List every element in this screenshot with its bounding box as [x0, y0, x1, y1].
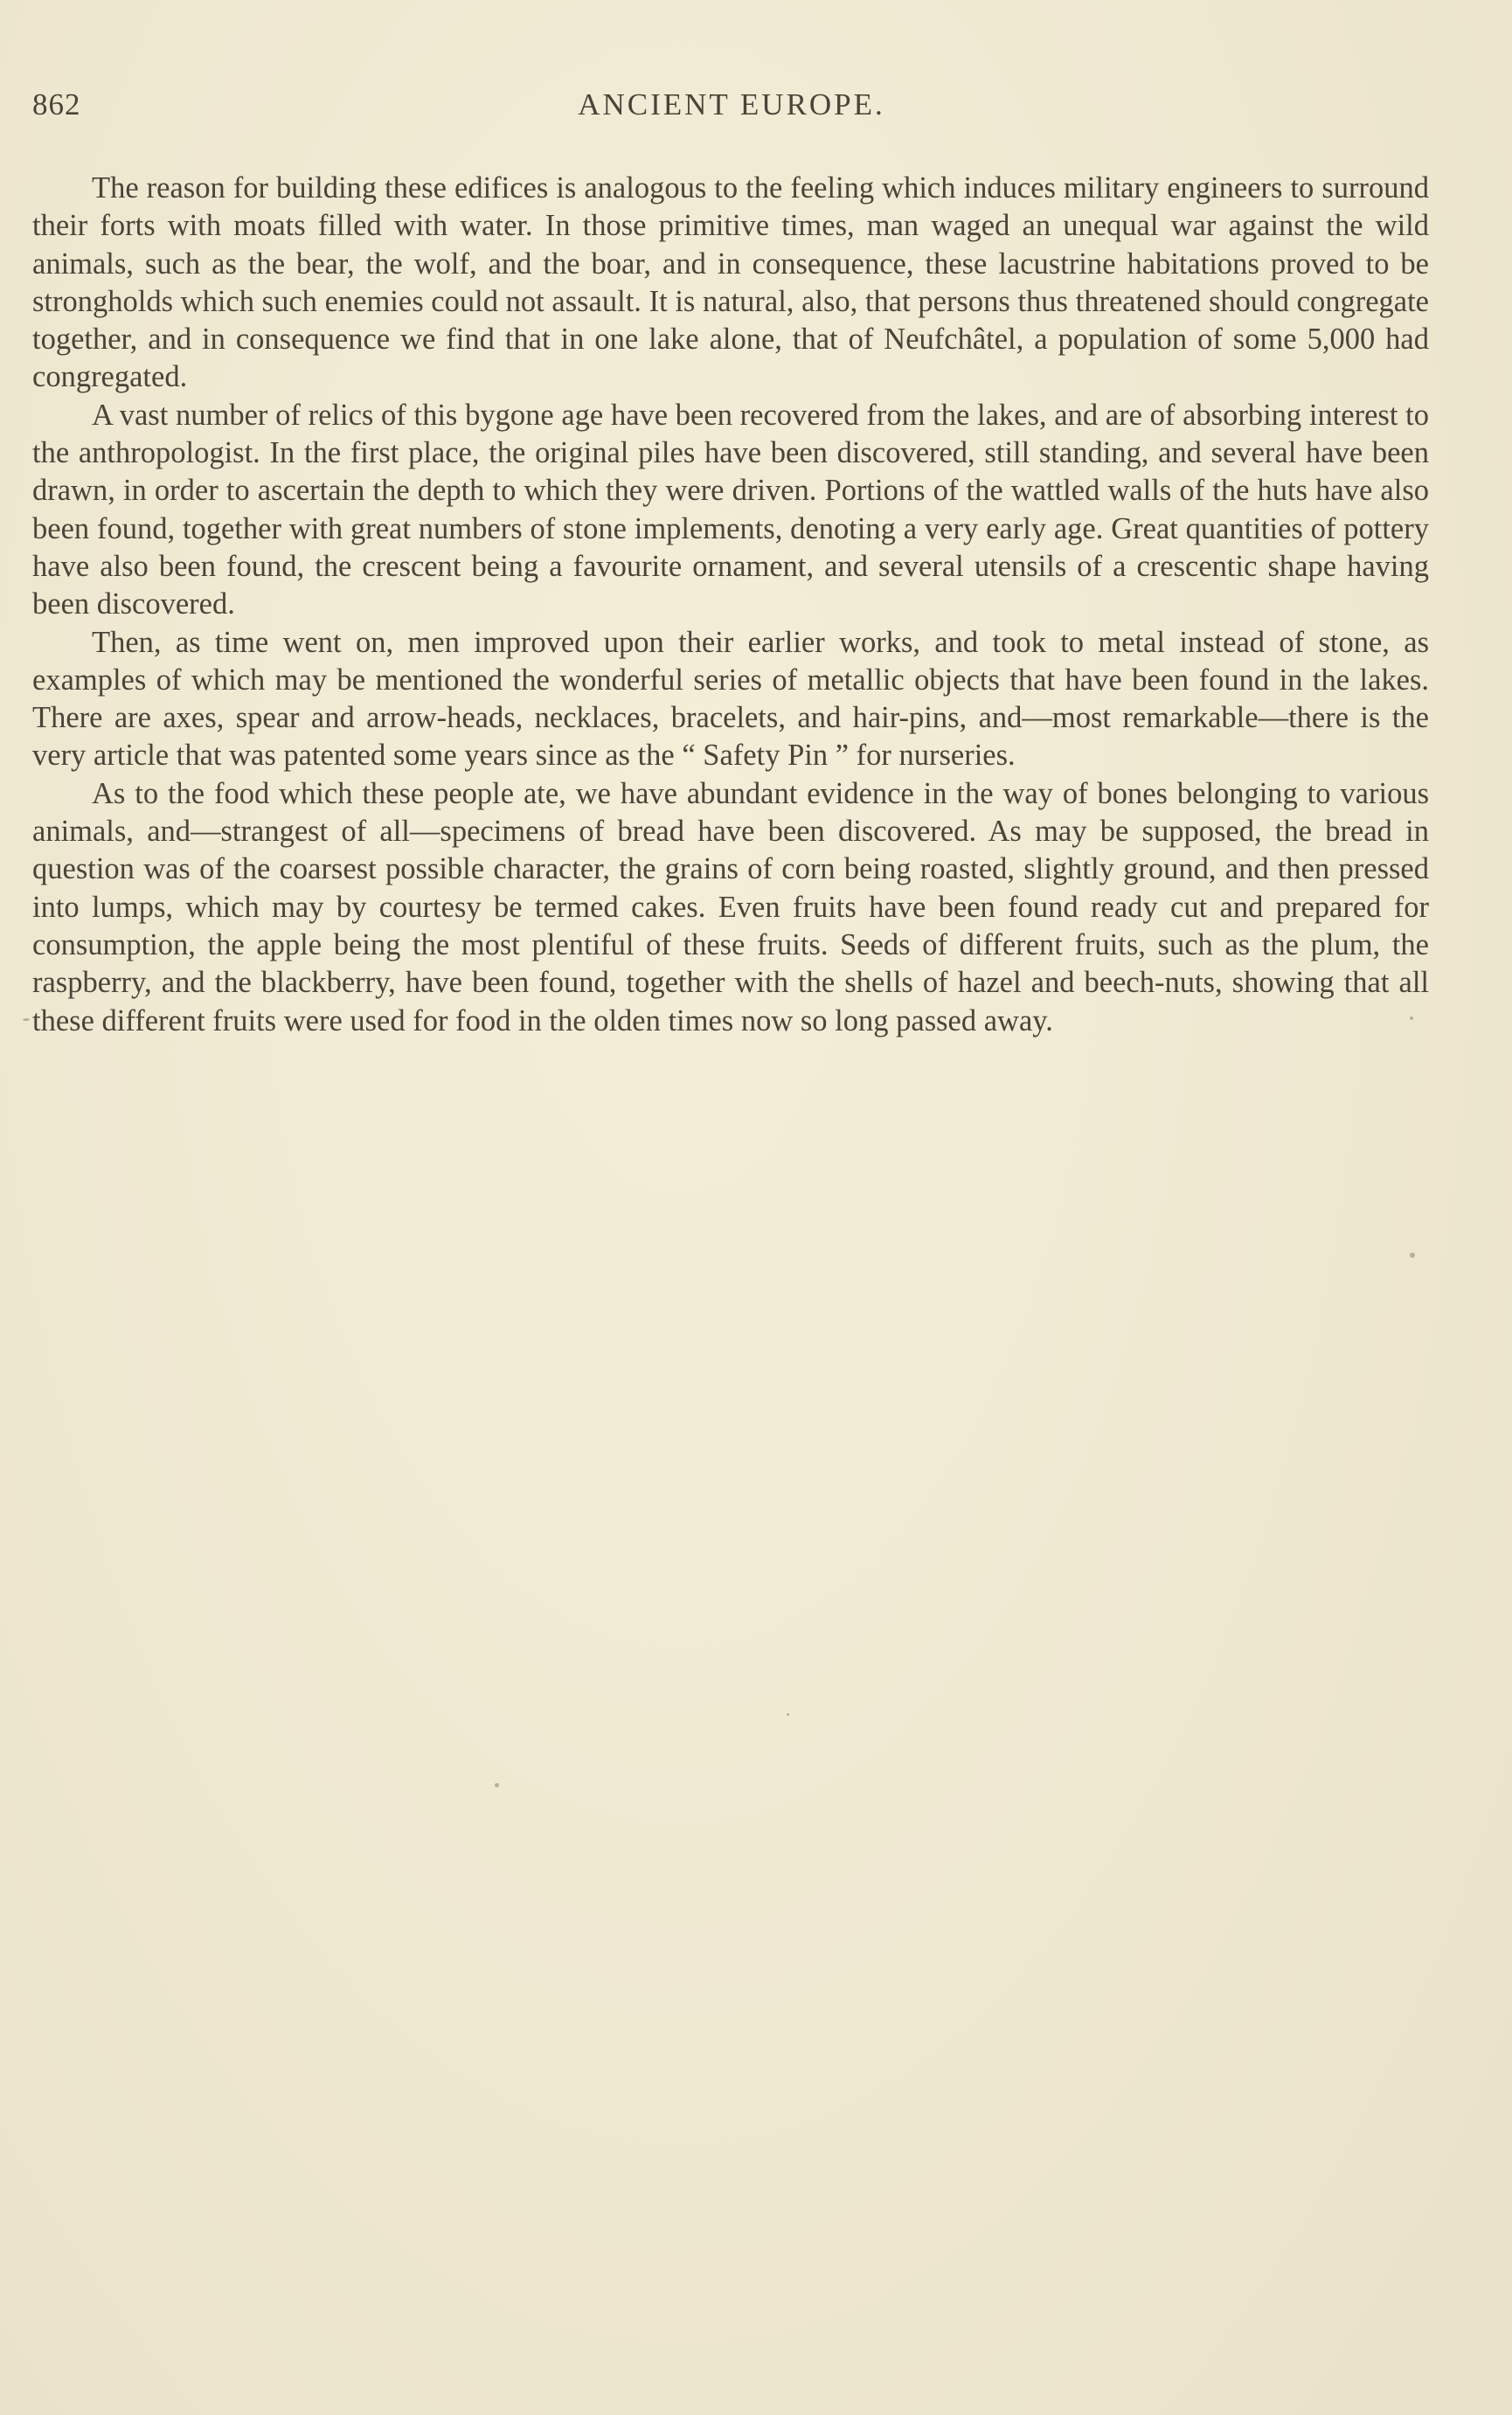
paper-speck — [495, 1783, 499, 1787]
paper-speck — [23, 1018, 30, 1021]
paper-speck — [787, 1713, 789, 1716]
paragraph-1: The reason for building these edifices is analogous to the feeling which induces military engineers to surround their forts with moats filled with water. In those primitive times, man waged an unequal war against the wild animals, such as the bear, the wolf, and the boar, and in consequence, these lacustrine habitations proved to be strongholds which such enemies could not assault. It is natural, also, that persons thus threatened should congregate together, and in consequence we find that in one lake alone, that of Neufchâtel, a population of some 5,000 had congregated. — [32, 171, 1429, 394]
running-head — [32, 87, 1431, 133]
paragraph-2: A vast number of relics of this bygone age have been recovered from the lakes, and are of absorbing interest to the anthropologist. In the first place, the original piles have been discovered, still standing, and several have been drawn, in order to ascertain the depth to which they were driven. Portions of the wattled walls of the huts have also been found, together with great numbers of stone implements, denoting a very early age. Great quantities of pottery have also been found, the crescent being a favourite ornament, and several utensils of a crescentic shape having been discovered. — [32, 398, 1429, 621]
running-title: ANCIENT EUROPE. — [578, 87, 885, 121]
paper-speck — [1410, 1017, 1413, 1020]
paragraph-4: As to the food which these people ate, we have abundant evidence in the way of bones belonging to various animals, and—strangest of all—specimens of bread have been discovered. As may be supposed, the bread in question was of the coarsest possible character, the grains of corn being roasted, slightly ground, and then pressed into lumps, which may by courtesy be termed cakes. Even fruits have been found ready cut and prepared for consumption, the apple being the most plentiful of these fruits. Seeds of different fruits, such as the plum, the raspberry, and the blackberry, have been found, together with the shells of hazel and beech-nuts, showing that all these different fruits were used for food in the olden times now so long passed away. — [32, 776, 1429, 1037]
paper-speck — [1410, 1253, 1415, 1258]
paragraph-3: Then, as time went on, men improved upon their earlier works, and took to metal instead of stone, as examples of which may be mentioned the wonderful series of metallic objects that have been found in the lakes. There are axes, spear and arrow-heads, necklaces, bracelets, and hair-pins, and—most remarkable—there is the very article that was patented some years since as the “ Safety Pin ” for nurseries. — [32, 625, 1429, 773]
page-number: 862 — [32, 87, 81, 121]
body-text — [32, 170, 1429, 1040]
